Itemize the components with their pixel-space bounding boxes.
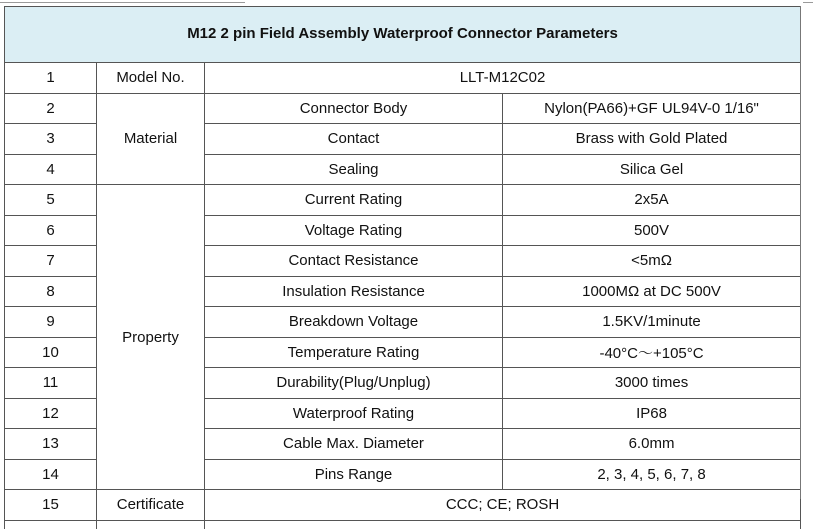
row-number: 8 — [5, 276, 97, 307]
row-number: 1 — [5, 63, 97, 94]
row-number: 10 — [5, 337, 97, 368]
param-cell: Breakdown Voltage — [205, 307, 503, 338]
empty-cell — [5, 520, 97, 529]
value-cell: -40°C～+105°C — [503, 337, 801, 368]
param-cell: Temperature Rating — [205, 337, 503, 368]
value-cell: 2, 3, 4, 5, 6, 7, 8 — [503, 459, 801, 490]
value-cell: IP68 — [503, 398, 801, 429]
row-number: 7 — [5, 246, 97, 277]
param-cell: Pins Range — [205, 459, 503, 490]
param-cell: Waterproof Rating — [205, 398, 503, 429]
row-number: 3 — [5, 124, 97, 155]
parameters-table — [4, 6, 801, 529]
row-number: 9 — [5, 307, 97, 338]
group-label-model-no: Model No. — [97, 63, 205, 94]
param-cell: Sealing — [205, 154, 503, 185]
value-cell: Nylon(PA66)+GF UL94V-0 1/16" — [503, 93, 801, 124]
group-label-certificate: Certificate — [97, 490, 205, 521]
row-number: 14 — [5, 459, 97, 490]
table-title: M12 2 pin Field Assembly Waterproof Connector Parameters — [5, 7, 801, 63]
group-label-property: Property — [97, 185, 205, 490]
param-cell: Current Rating — [205, 185, 503, 216]
row-number: 5 — [5, 185, 97, 216]
table-row — [5, 93, 801, 124]
param-cell: Connector Body — [205, 93, 503, 124]
value-cell: 1000MΩ at DC 500V — [503, 276, 801, 307]
param-cell: Insulation Resistance — [205, 276, 503, 307]
group-label-material: Material — [97, 93, 205, 185]
row-number: 13 — [5, 429, 97, 460]
row-number: 12 — [5, 398, 97, 429]
value-cell: LLT-M12C02 — [205, 63, 801, 94]
param-cell: Voltage Rating — [205, 215, 503, 246]
row-number: 15 — [5, 490, 97, 521]
value-cell: 500V — [503, 215, 801, 246]
table-row-partial — [5, 520, 801, 529]
value-cell: 3000 times — [503, 368, 801, 399]
value-cell: CCC; CE; ROSH — [205, 490, 801, 521]
value-cell: 6.0mm — [503, 429, 801, 460]
table-row — [5, 490, 801, 521]
value-cell: <5mΩ — [503, 246, 801, 277]
value-cell: Brass with Gold Plated — [503, 124, 801, 155]
empty-cell — [205, 520, 801, 529]
top-gridline-segment — [803, 2, 813, 3]
param-cell: Cable Max. Diameter — [205, 429, 503, 460]
table-row — [5, 63, 801, 94]
empty-cell — [97, 520, 205, 529]
param-cell: Contact Resistance — [205, 246, 503, 277]
value-cell: 2x5A — [503, 185, 801, 216]
param-cell: Contact — [205, 124, 503, 155]
value-cell: Silica Gel — [503, 154, 801, 185]
row-number: 4 — [5, 154, 97, 185]
table-row — [5, 185, 801, 216]
param-cell: Durability(Plug/Unplug) — [205, 368, 503, 399]
row-number: 6 — [5, 215, 97, 246]
value-cell: 1.5KV/1minute — [503, 307, 801, 338]
row-number: 11 — [5, 368, 97, 399]
right-gridline — [800, 6, 801, 499]
row-number: 2 — [5, 93, 97, 124]
top-gridline-segment — [0, 2, 245, 3]
